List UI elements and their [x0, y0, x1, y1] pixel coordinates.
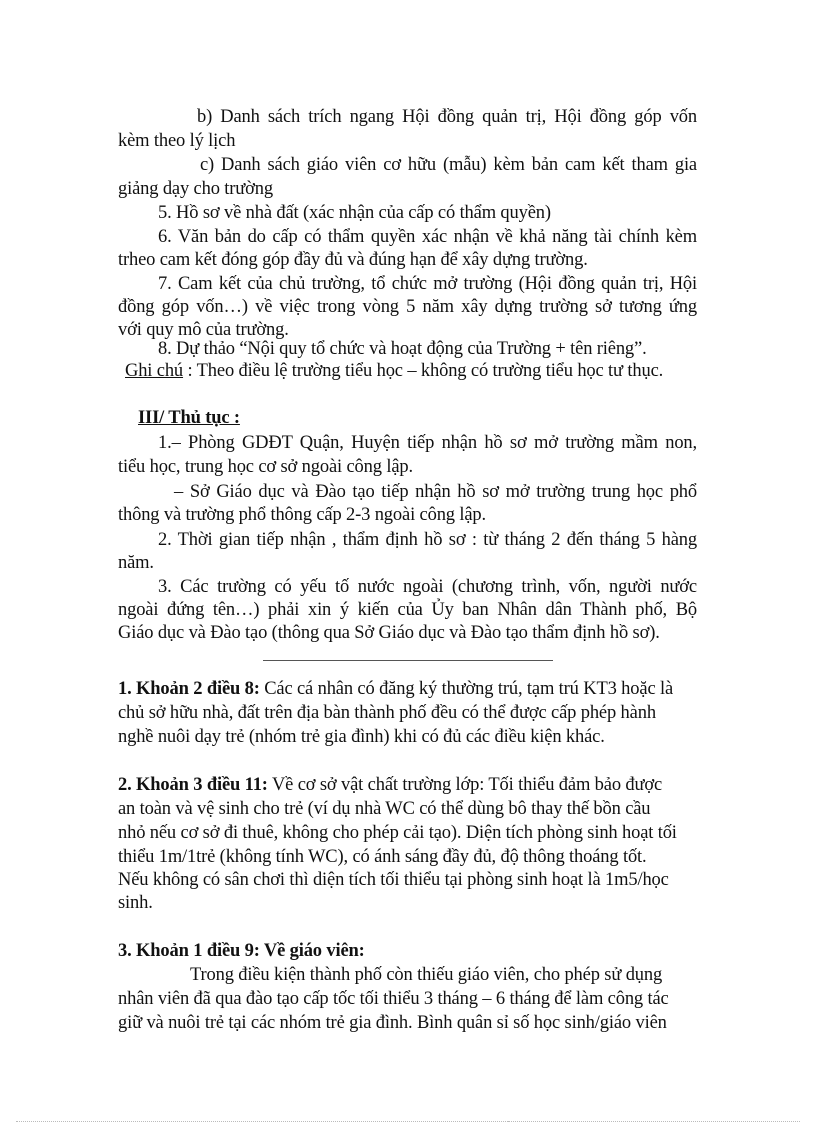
iii-item-1-line-1: 1.– Phòng GDĐT Quận, Huyện tiếp nhận hồ sơ mở trường mầm non, — [158, 433, 697, 453]
note-1-line-2: chủ sở hữu nhà, đất trên địa bàn thành phố đều có thể được cấp phép hành — [118, 703, 656, 723]
item-7-line-2: đồng góp vốn…) về việc trong vòng 5 năm xây dựng trường sở tương ứng — [118, 297, 697, 317]
note-text: : Theo điều lệ trường tiểu học – không có trường tiểu học tư thục. — [183, 361, 664, 381]
note-2-line-1: 2. Khoản 3 điều 11: Về cơ sở vật chất trường lớp: Tối thiểu đảm bảo được — [118, 775, 663, 795]
section-iii-heading: III/ Thủ tục : — [138, 408, 240, 428]
note-3-line-1: Trong điều kiện thành phố còn thiếu giáo viên, cho phép sử dụng — [190, 965, 663, 985]
iii-item-1b-line-1: – Sở Giáo dục và Đào tạo tiếp nhận hồ sơ mở trường trung học phổ — [174, 482, 697, 502]
section-separator — [263, 660, 553, 661]
note-3-line-3: giữ và nuôi trẻ tại các nhóm trẻ gia đình. Bình quân sỉ số học sinh/giáo viên — [118, 1013, 667, 1033]
iii-item-3-line-2: ngoài đứng tên…) phải xin ý kiến của Ủy ban Nhân dân Thành phố, Bộ — [118, 600, 697, 620]
note-2-label: 2. Khoản 3 điều 11: — [118, 775, 268, 795]
item-6-line-1: 6. Văn bản do cấp có thẩm quyền xác nhận về khả năng tài chính kèm — [158, 227, 697, 247]
item-b-line-2: kèm theo lý lịch — [118, 131, 236, 151]
note-3-line-2: nhân viên đã qua đào tạo cấp tốc tối thiểu 3 tháng – 6 tháng để làm công tác — [118, 989, 669, 1009]
note-2-line-5: Nếu không có sân chơi thì diện tích tối thiểu tại phòng sinh hoạt là 1m5/học — [118, 870, 669, 890]
iii-item-3-line-3: Giáo dục và Đào tạo (thông qua Sở Giáo dục và Đào tạo thẩm định hồ sơ). — [118, 623, 660, 643]
note-2-line-3: nhỏ nếu cơ sở đi thuê, không cho phép cải tạo). Diện tích phòng sinh hoạt tối — [118, 823, 677, 843]
item-b-line-1: b) Danh sách trích ngang Hội đồng quản trị, Hội đồng góp vốn — [197, 107, 697, 127]
page-boundary — [16, 1121, 508, 1122]
note-2-line-6: sinh. — [118, 893, 153, 913]
note-2-line-2: an toàn và vệ sinh cho trẻ (ví dụ nhà WC có thể dùng bô thay thế bồn cầu — [118, 799, 651, 819]
iii-item-1-line-2: tiểu học, trung học cơ sở ngoài công lập. — [118, 457, 413, 477]
item-c-line-1: c) Danh sách giáo viên cơ hữu (mẫu) kèm bản cam kết tham gia — [200, 155, 697, 175]
note-2-line-4: thiểu 1m/1trẻ (không tính WC), có ánh sáng đầy đủ, độ thông thoáng tốt. — [118, 847, 647, 867]
item-7-line-3: với quy mô của trường. — [118, 320, 289, 340]
item-5-line: 5. Hồ sơ về nhà đất (xác nhận của cấp có thẩm quyền) — [158, 203, 551, 223]
note-1-line-3: nghề nuôi dạy trẻ (nhóm trẻ gia đình) khi có đủ các điều kiện khác. — [118, 727, 605, 747]
note-1-line-1: 1. Khoản 2 điều 8: Các cá nhân có đăng ký thường trú, tạm trú KT3 hoặc là — [118, 679, 674, 699]
page-boundary-right — [508, 1121, 800, 1122]
iii-item-3-line-1: 3. Các trường có yếu tố nước ngoài (chương trình, vốn, người nước — [158, 577, 697, 597]
iii-item-2-line-1: 2. Thời gian tiếp nhận , thẩm định hồ sơ : từ tháng 2 đến tháng 5 hàng — [158, 530, 697, 550]
note-label: Ghi chú — [125, 361, 184, 381]
item-6-line-2: trheo cam kết đóng góp đầy đủ và đúng hạn để xây dựng trường. — [118, 250, 588, 270]
iii-item-1b-line-2: thông và trường phổ thông cấp 2-3 ngoài công lập. — [118, 505, 486, 525]
item-8-line: 8. Dự thảo “Nội quy tổ chức và hoạt động của Trường + tên riêng”. — [158, 339, 647, 359]
note-3-heading: 3. Khoản 1 điều 9: Về giáo viên: — [118, 941, 365, 961]
note-line — [125, 359, 704, 383]
item-c-line-2: giảng dạy cho trường — [118, 179, 274, 199]
item-7-line-1: 7. Cam kết của chủ trường, tổ chức mở trường (Hội đồng quản trị, Hội — [158, 274, 697, 294]
note-1-label: 1. Khoản 2 điều 8: — [118, 679, 260, 699]
iii-item-2-line-2: năm. — [118, 553, 154, 573]
